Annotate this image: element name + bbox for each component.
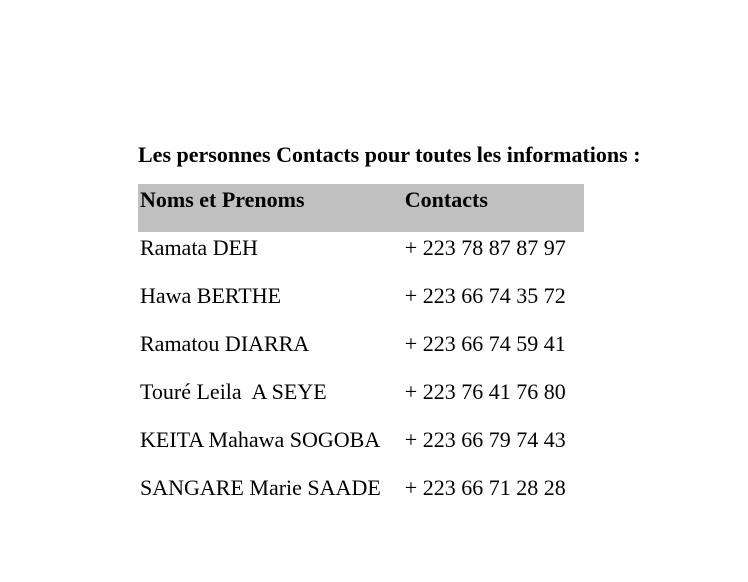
page-heading: Les personnes Contacts pour toutes les informations : xyxy=(138,142,641,167)
table-row xyxy=(138,280,584,328)
contact-phone: + 223 66 71 28 28 xyxy=(404,475,566,500)
contact-name: Ramatou DIARRA xyxy=(140,331,310,356)
header-names: Noms et Prenoms xyxy=(138,184,403,232)
contact-phone: + 223 76 41 76 80 xyxy=(404,379,566,404)
contact-name: Touré Leila A SEYE xyxy=(140,379,327,404)
contact-name: Ramata DEH xyxy=(140,235,258,260)
contact-name: SANGARE Marie SAADE xyxy=(140,475,381,500)
contact-phone: + 223 66 79 74 43 xyxy=(404,427,566,452)
table-row xyxy=(138,424,584,472)
table-header-row xyxy=(138,184,584,232)
table-row xyxy=(138,376,584,424)
contact-phone: + 223 66 74 59 41 xyxy=(404,331,566,356)
table-row xyxy=(138,472,584,520)
header-contacts: Contacts xyxy=(403,184,584,232)
contacts-table xyxy=(138,184,584,520)
contact-phone: + 223 66 74 35 72 xyxy=(404,283,566,308)
table-row xyxy=(138,232,584,280)
contact-name: KEITA Mahawa SOGOBA xyxy=(140,427,381,452)
contact-phone: + 223 78 87 87 97 xyxy=(404,235,566,260)
table-row xyxy=(138,328,584,376)
contact-name: Hawa BERTHE xyxy=(140,283,282,308)
